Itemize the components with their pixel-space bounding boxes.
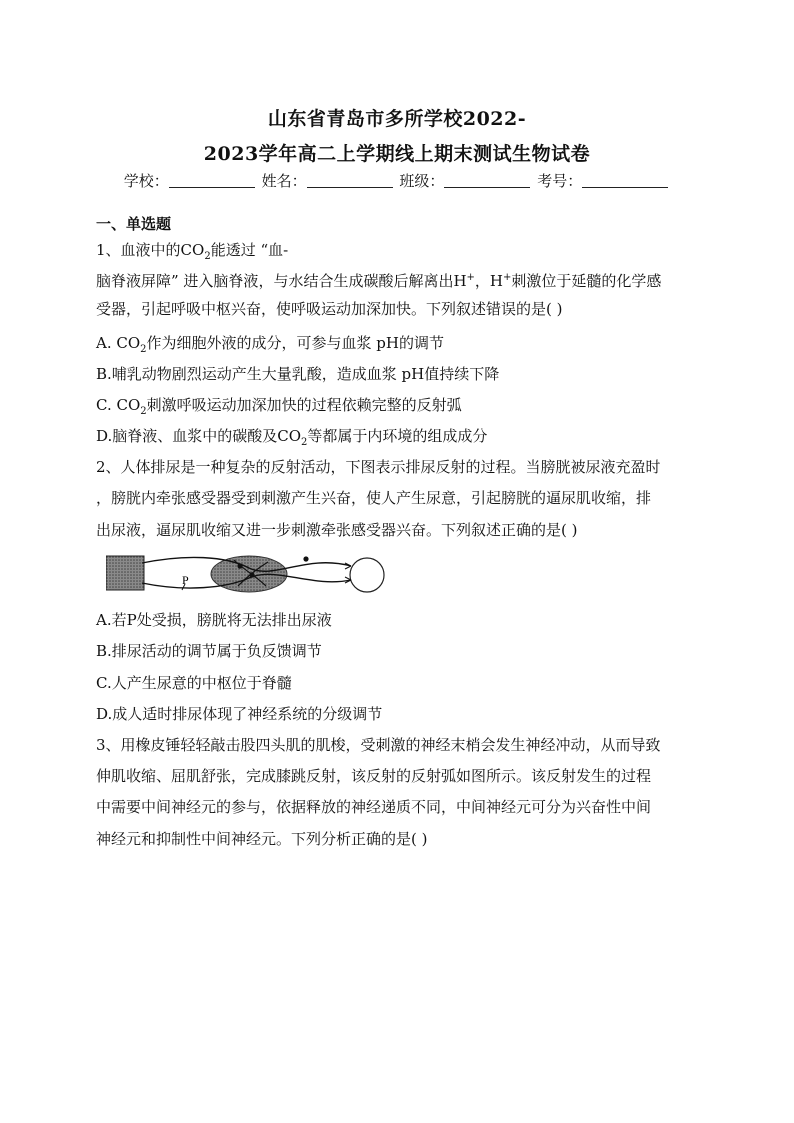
q3-line-1: 3、用橡皮锤轻轻敲击股四头肌的肌梭，受刺激的神经末梢会发生神经冲动，从而导致 bbox=[96, 736, 661, 754]
q3-line-2: 伸肌收缩、屈肌舒张，完成膝跳反射，该反射的反射弧如图所示。该反射发生的过程 bbox=[96, 767, 652, 785]
student-info-row bbox=[0, 170, 794, 191]
exam-number-blank[interactable] bbox=[582, 173, 668, 188]
q2-line-2: ，膀胱内牵张感受器受到刺激产生兴奋，使人产生尿意，引起膀胱的逼尿肌收缩，排 bbox=[96, 489, 652, 507]
q1-line-1: 1、血液中的$CO_2$能透过 “血- bbox=[96, 241, 289, 262]
q1-option-c: C. $CO_2$刺激呼吸运动加深加快的过程依赖完整的反射弧 bbox=[96, 396, 462, 417]
q1-option-b: B.哺乳动物剧烈运动产生大量乳酸，造成血浆 pH值持续下降 bbox=[96, 365, 500, 383]
section-heading: 一、单选题 bbox=[96, 215, 172, 233]
q3-line-3: 中需要中间神经元的参与，依据释放的神经递质不同，中间神经元可分为兴奋性中间 bbox=[96, 798, 652, 816]
q1-line-3: 受器，引起呼吸中枢兴奋，使呼吸运动加深加快。下列叙述错误的是( ) bbox=[96, 300, 563, 318]
neuron-body-3 bbox=[303, 556, 308, 561]
bladder-circle bbox=[350, 558, 384, 592]
q2-line-1: 2、人体排尿是一种复杂的反射活动，下图表示排尿反射的过程。当膀胱被尿液充盈时 bbox=[96, 458, 661, 476]
q2-option-b: B.排尿活动的调节属于负反馈调节 bbox=[96, 642, 322, 660]
class-label: 班级： bbox=[399, 172, 445, 190]
brain-center-block bbox=[106, 556, 144, 590]
q2-option-d: D.成人适时排尿体现了神经系统的分级调节 bbox=[96, 705, 383, 723]
title-line-2: 2023学年高二上学期线上期末测试生物试卷 bbox=[203, 143, 591, 165]
exam-number-label: 考号： bbox=[537, 172, 583, 190]
neuron-body-2 bbox=[249, 572, 254, 577]
reflex-arc-figure bbox=[106, 550, 390, 596]
arrow-head-upper bbox=[345, 563, 351, 569]
p-label: P bbox=[182, 573, 189, 587]
q2-option-c: C.人产生尿意的中枢位于脊髓 bbox=[96, 674, 292, 692]
q3-line-4: 神经元和抑制性中间神经元。下列分析正确的是( ) bbox=[96, 830, 428, 848]
name-label: 姓名： bbox=[261, 172, 307, 190]
q1-option-d: D.脑脊液、血浆中的碳酸及$CO_2$等都属于内环境的组成成分 bbox=[96, 427, 488, 448]
q1-option-a: A. $CO_2$作为细胞外液的成分，可参与血浆 pH的调节 bbox=[96, 334, 444, 355]
title-line-1: 山东省青岛市多所学校2022- bbox=[267, 108, 527, 130]
name-blank[interactable] bbox=[307, 173, 393, 188]
q2-line-3: 出尿液，逼尿肌收缩又进一步刺激牵张感受器兴奋。下列叙述正确的是( ) bbox=[96, 521, 578, 539]
q1-line-2: 脑脊液屏障” 进入脑脊液，与水结合生成碳酸后解离出H+，H+刺激位于延髓的化学感 bbox=[96, 272, 662, 290]
neuron-body-1 bbox=[237, 563, 242, 568]
q2-option-a: A.若P处受损，膀胱将无法排出尿液 bbox=[96, 611, 332, 629]
class-blank[interactable] bbox=[444, 173, 530, 188]
school-label: 学校： bbox=[123, 172, 169, 190]
school-blank[interactable] bbox=[169, 173, 255, 188]
